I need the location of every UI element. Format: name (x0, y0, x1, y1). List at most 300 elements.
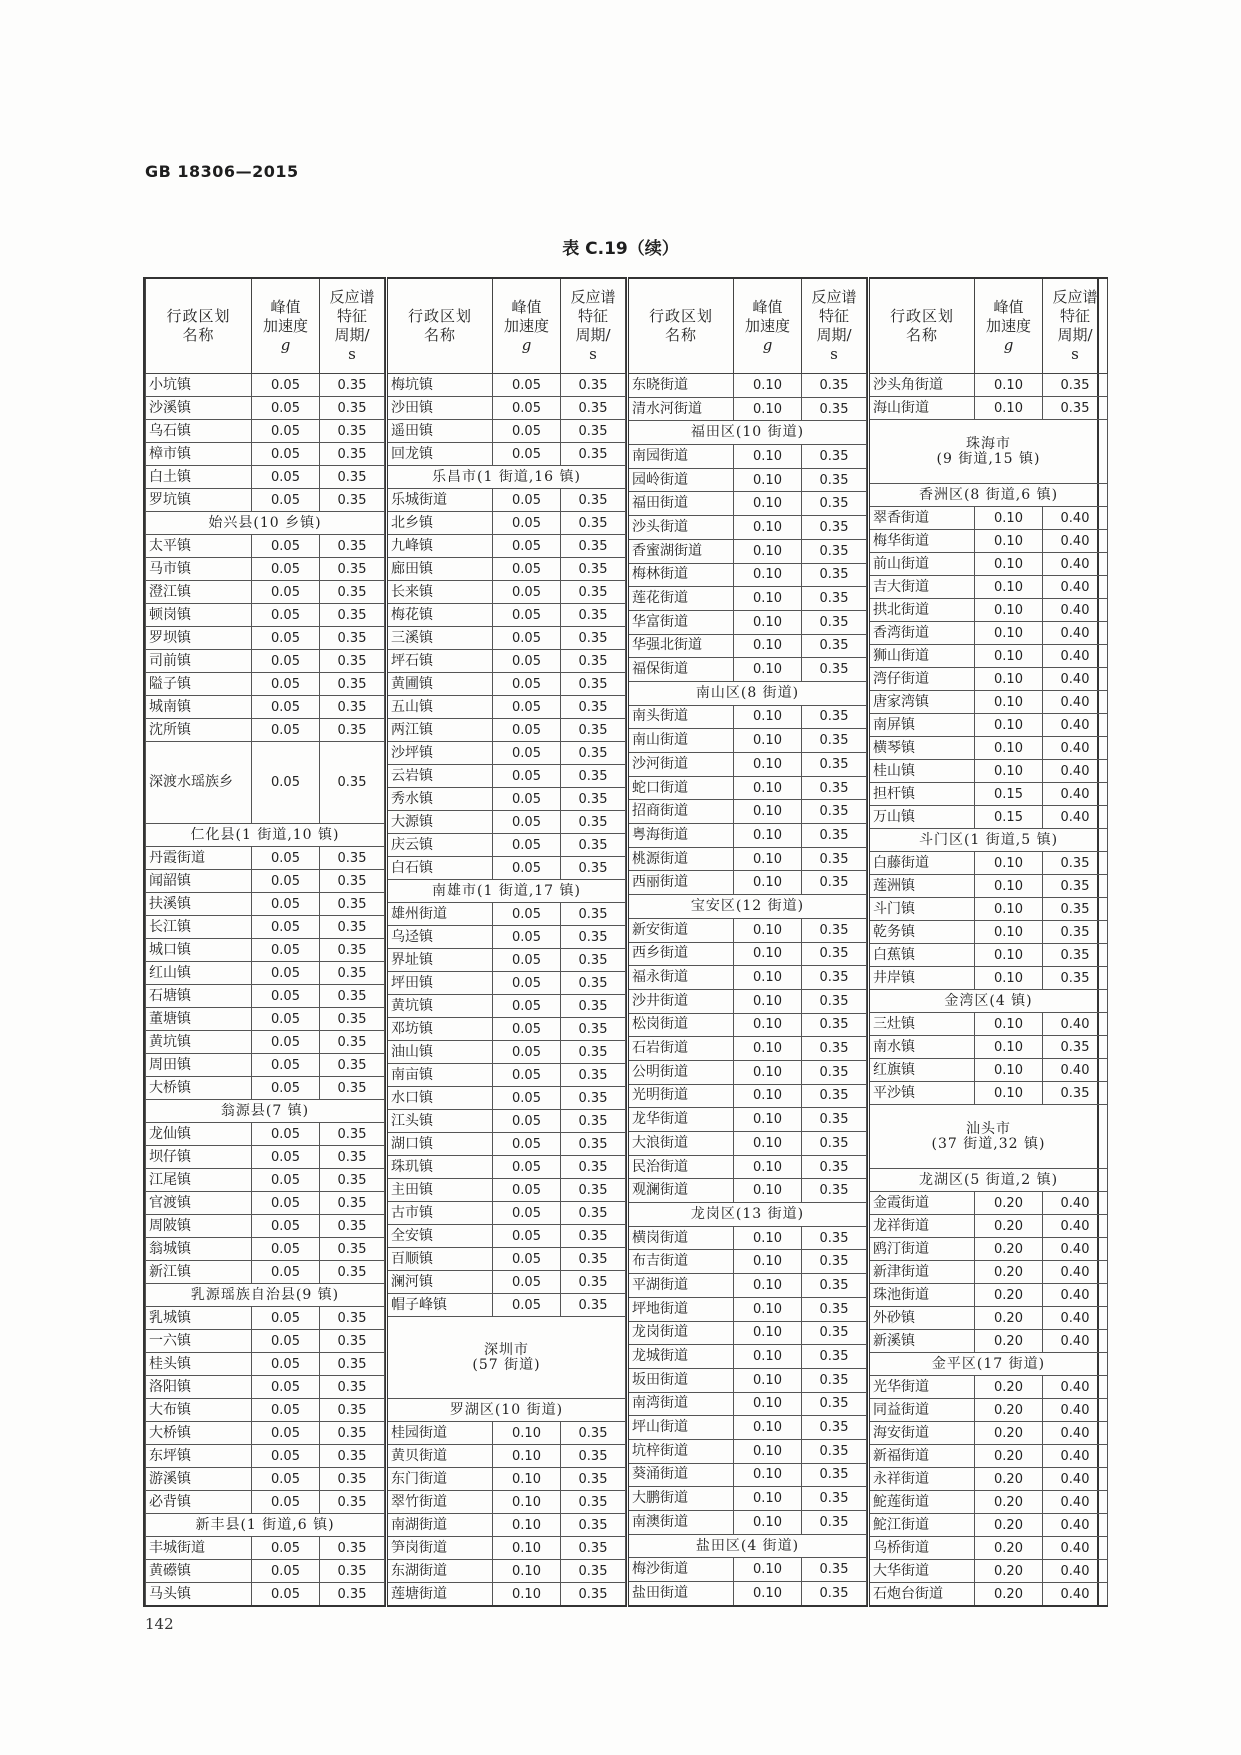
table-row (387, 949, 626, 972)
cell-name: 福永街道 (628, 966, 734, 990)
cell-name: 永祥街道 (869, 1468, 975, 1491)
cell-period: 0.35 (320, 1445, 385, 1468)
table-row (628, 800, 867, 824)
cell-period: 0.35 (320, 1008, 385, 1031)
cell-pga: 0.05 (252, 1330, 320, 1353)
cell-pga: 0.05 (493, 604, 561, 627)
table-row (628, 942, 867, 966)
cell-pga: 0.10 (975, 852, 1043, 875)
cell-period: 0.35 (1043, 875, 1108, 898)
cell-pga: 0.20 (975, 1307, 1043, 1330)
cell-period: 0.35 (561, 1271, 626, 1294)
cell-pga: 0.05 (493, 558, 561, 581)
table-row (146, 939, 385, 962)
table-row (387, 765, 626, 788)
cell-pga: 0.10 (734, 539, 802, 563)
table-row (387, 742, 626, 765)
region-group-row (628, 681, 867, 705)
cell-pga: 0.05 (252, 1583, 320, 1607)
table-row (387, 627, 626, 650)
table-row (146, 1077, 385, 1100)
table-row (146, 1399, 385, 1422)
cell-pga: 0.10 (975, 714, 1043, 737)
table-row (628, 1084, 867, 1108)
cell-pga: 0.10 (734, 1013, 802, 1037)
cell-period: 0.35 (320, 1560, 385, 1583)
cell-period: 0.35 (320, 870, 385, 893)
cell-name: 东湖街道 (387, 1560, 493, 1583)
table-row (628, 492, 867, 516)
table-row (146, 1376, 385, 1399)
table-row (628, 1297, 867, 1321)
cell-period: 0.35 (802, 966, 867, 990)
cell-period: 0.35 (802, 1250, 867, 1274)
cell-period: 0.35 (802, 918, 867, 942)
cell-pga: 0.10 (975, 645, 1043, 668)
cell-pga: 0.10 (734, 1226, 802, 1250)
cell-period: 0.40 (1043, 530, 1108, 553)
region-group-label: 仁化县(1 街道,10 镇) (146, 824, 385, 847)
cell-pga: 0.20 (975, 1422, 1043, 1445)
cell-period: 0.40 (1043, 1307, 1108, 1330)
cell-name: 桂园街道 (387, 1422, 493, 1445)
cell-period: 0.35 (320, 1238, 385, 1261)
cell-name: 东门街道 (387, 1468, 493, 1491)
cell-period: 0.40 (1043, 1537, 1108, 1560)
table-row (869, 760, 1108, 783)
cell-pga: 0.05 (493, 397, 561, 420)
table-row (387, 1583, 626, 1607)
cell-pga: 0.05 (493, 696, 561, 719)
cell-period: 0.40 (1043, 714, 1108, 737)
cell-pga: 0.05 (252, 420, 320, 443)
table-row (387, 1248, 626, 1271)
cell-name: 珠玑镇 (387, 1156, 493, 1179)
cell-name: 梅沙街道 (628, 1558, 734, 1582)
cell-pga: 0.05 (493, 420, 561, 443)
cell-name: 桂山镇 (869, 760, 975, 783)
cell-name: 必背镇 (146, 1491, 252, 1514)
cell-pga: 0.15 (975, 783, 1043, 806)
cell-period: 0.35 (320, 1376, 385, 1399)
table-row (628, 1108, 867, 1132)
cell-period: 0.35 (561, 420, 626, 443)
table-row (869, 1284, 1108, 1307)
cell-name: 龙城街道 (628, 1345, 734, 1369)
header-pga: 峰值 加速度 g (975, 278, 1043, 374)
cell-pga: 0.05 (252, 1537, 320, 1560)
cell-name: 坪田镇 (387, 972, 493, 995)
cell-name: 南澳街道 (628, 1511, 734, 1535)
table-row (387, 604, 626, 627)
cell-period: 0.35 (561, 1110, 626, 1133)
table-row (869, 1399, 1108, 1422)
cell-period: 0.40 (1043, 1059, 1108, 1082)
table-row (628, 1226, 867, 1250)
cell-period: 0.35 (561, 1248, 626, 1271)
cell-name: 莲花街道 (628, 587, 734, 611)
cell-pga: 0.10 (734, 1132, 802, 1156)
cell-pga: 0.10 (975, 507, 1043, 530)
cell-period: 0.35 (320, 1468, 385, 1491)
header-pga: 峰值 加速度 g (493, 278, 561, 374)
cell-pga: 0.05 (252, 1261, 320, 1284)
cell-period: 0.35 (561, 1087, 626, 1110)
table-row (628, 1155, 867, 1179)
cell-period: 0.35 (320, 1353, 385, 1376)
cell-pga: 0.05 (493, 949, 561, 972)
region-group-row (628, 1203, 867, 1227)
table-row (146, 466, 385, 489)
cell-name: 白蕉镇 (869, 944, 975, 967)
cell-period: 0.35 (561, 489, 626, 512)
cell-name: 西丽街道 (628, 871, 734, 895)
cell-name: 澜河镇 (387, 1271, 493, 1294)
table-row (628, 871, 867, 895)
cell-name: 石炮台街道 (869, 1583, 975, 1607)
cell-name: 遥田镇 (387, 420, 493, 443)
table-row (628, 1013, 867, 1037)
table-row (628, 610, 867, 634)
table-row (387, 673, 626, 696)
table-row (387, 1087, 626, 1110)
cell-name: 华富街道 (628, 610, 734, 634)
region-group-row (387, 1399, 626, 1422)
cell-period: 0.40 (1043, 1238, 1108, 1261)
table-column-block (626, 277, 867, 1607)
table-row (146, 893, 385, 916)
table-row (869, 714, 1108, 737)
table-row (869, 622, 1108, 645)
region-group-label: 龙湖区(5 街道,2 镇) (869, 1169, 1108, 1192)
table-row (146, 1560, 385, 1583)
region-group-label: 翁源县(7 镇) (146, 1100, 385, 1123)
cell-period: 0.35 (561, 1514, 626, 1537)
region-group-label: 汕头市 (37 街道,32 镇) (869, 1105, 1108, 1169)
cell-pga: 0.05 (252, 1146, 320, 1169)
table-row (146, 870, 385, 893)
cell-pga: 0.10 (493, 1491, 561, 1514)
table-row (146, 1330, 385, 1353)
cell-pga: 0.10 (734, 1558, 802, 1582)
cell-pga: 0.05 (493, 673, 561, 696)
cell-name: 九峰镇 (387, 535, 493, 558)
cell-name: 一六镇 (146, 1330, 252, 1353)
cell-name: 罗坑镇 (146, 489, 252, 512)
cell-pga: 0.05 (252, 1054, 320, 1077)
table-row (146, 696, 385, 719)
table-row (146, 650, 385, 673)
cell-pga: 0.05 (252, 1238, 320, 1261)
cell-period: 0.35 (802, 516, 867, 540)
table-row (146, 1123, 385, 1146)
cell-pga: 0.10 (975, 1059, 1043, 1082)
cell-name: 平湖街道 (628, 1274, 734, 1298)
cell-period: 0.35 (320, 1261, 385, 1284)
cell-pga: 0.10 (734, 1511, 802, 1535)
cell-name: 桂头镇 (146, 1353, 252, 1376)
cell-name: 周陂镇 (146, 1215, 252, 1238)
table-column-block (385, 277, 626, 1607)
cell-pga: 0.10 (734, 847, 802, 871)
cell-period: 0.35 (561, 811, 626, 834)
cell-pga: 0.05 (252, 1445, 320, 1468)
table-row (869, 1261, 1108, 1284)
cell-name: 乐城街道 (387, 489, 493, 512)
cell-period: 0.35 (802, 610, 867, 634)
region-group-label: 乳源瑶族自治县(9 镇) (146, 1284, 385, 1307)
cell-name: 水口镇 (387, 1087, 493, 1110)
cell-name: 翠竹街道 (387, 1491, 493, 1514)
cell-pga: 0.05 (252, 939, 320, 962)
cell-pga: 0.05 (493, 834, 561, 857)
cell-pga: 0.05 (493, 1271, 561, 1294)
table-row (387, 1041, 626, 1064)
cell-pga: 0.10 (734, 1392, 802, 1416)
cell-period: 0.35 (561, 1422, 626, 1445)
cell-pga: 0.05 (252, 962, 320, 985)
table-row (387, 811, 626, 834)
table-row (628, 1274, 867, 1298)
cell-name: 坪山街道 (628, 1416, 734, 1440)
table-row (387, 558, 626, 581)
cell-pga: 0.05 (493, 788, 561, 811)
cell-period: 0.35 (561, 719, 626, 742)
cell-period: 0.35 (561, 1018, 626, 1041)
table-row (387, 1018, 626, 1041)
cell-pga: 0.10 (493, 1560, 561, 1583)
cell-name: 界址镇 (387, 949, 493, 972)
cell-period: 0.35 (1043, 397, 1108, 420)
cell-period: 0.35 (802, 1297, 867, 1321)
cell-pga: 0.10 (975, 691, 1043, 714)
cell-period: 0.35 (802, 397, 867, 421)
table-row (628, 1463, 867, 1487)
table-row (146, 604, 385, 627)
cell-name: 观澜街道 (628, 1179, 734, 1203)
cell-period: 0.35 (320, 374, 385, 397)
cell-pga: 0.20 (975, 1261, 1043, 1284)
cell-name: 同益街道 (869, 1399, 975, 1422)
table-row (387, 1468, 626, 1491)
table-row (869, 397, 1108, 420)
cell-name: 新溪镇 (869, 1330, 975, 1353)
cell-pga: 0.10 (734, 1368, 802, 1392)
cell-name: 新津街道 (869, 1261, 975, 1284)
cell-name: 井岸镇 (869, 967, 975, 990)
region-group-label: 罗湖区(10 街道) (387, 1399, 626, 1422)
cell-pga: 0.05 (252, 1560, 320, 1583)
table-row (146, 1583, 385, 1607)
cell-name: 闻韶镇 (146, 870, 252, 893)
table-row (869, 737, 1108, 760)
cell-name: 南水镇 (869, 1036, 975, 1059)
cell-pga: 0.05 (493, 1041, 561, 1064)
cell-period: 0.35 (802, 1132, 867, 1156)
cell-period: 0.35 (320, 443, 385, 466)
cell-name: 大鹏街道 (628, 1487, 734, 1511)
cell-name: 深渡水瑶族乡 (146, 742, 252, 824)
table-row (628, 445, 867, 469)
cell-period: 0.35 (320, 847, 385, 870)
cell-name: 沈所镇 (146, 719, 252, 742)
table-row (146, 916, 385, 939)
cell-period: 0.35 (320, 1215, 385, 1238)
cell-name: 新江镇 (146, 1261, 252, 1284)
cell-name: 华强北街道 (628, 634, 734, 658)
cell-pga: 0.10 (734, 989, 802, 1013)
table-row (146, 1215, 385, 1238)
cell-name: 布吉街道 (628, 1250, 734, 1274)
table-row (387, 443, 626, 466)
table-row (387, 719, 626, 742)
cell-pga: 0.10 (975, 1036, 1043, 1059)
cell-period: 0.35 (561, 397, 626, 420)
cell-period: 0.35 (802, 1108, 867, 1132)
cell-pga: 0.05 (252, 1215, 320, 1238)
cell-pga: 0.10 (734, 1037, 802, 1061)
cell-period: 0.35 (802, 1416, 867, 1440)
cell-pga: 0.05 (252, 1077, 320, 1100)
cell-name: 全安镇 (387, 1225, 493, 1248)
region-group-row (146, 1100, 385, 1123)
table-row (146, 847, 385, 870)
cell-period: 0.40 (1043, 1399, 1108, 1422)
table-row (146, 443, 385, 466)
cell-name: 龙仙镇 (146, 1123, 252, 1146)
cell-name: 莲洲镇 (869, 875, 975, 898)
cell-pga: 0.15 (975, 806, 1043, 829)
region-group-row (146, 1514, 385, 1537)
cell-period: 0.35 (1043, 967, 1108, 990)
table-row (628, 374, 867, 398)
cell-name: 吉大街道 (869, 576, 975, 599)
cell-period: 0.35 (320, 558, 385, 581)
cell-period: 0.35 (320, 581, 385, 604)
region-group-label: 深圳市 (57 街道) (387, 1317, 626, 1399)
cell-name: 长来镇 (387, 581, 493, 604)
cell-period: 0.40 (1043, 1330, 1108, 1353)
cell-name: 乌迳镇 (387, 926, 493, 949)
cell-period: 0.35 (320, 397, 385, 420)
cell-name: 红山镇 (146, 962, 252, 985)
cell-pga: 0.05 (493, 535, 561, 558)
header-period: 反应谱 特征 周期/ s (1043, 278, 1108, 374)
cell-name: 福田街道 (628, 492, 734, 516)
cell-pga: 0.05 (493, 1133, 561, 1156)
cell-pga: 0.05 (252, 847, 320, 870)
table-row (387, 696, 626, 719)
region-group-label: 南雄市(1 街道,17 镇) (387, 880, 626, 903)
cell-pga: 0.05 (493, 1179, 561, 1202)
cell-name: 樟市镇 (146, 443, 252, 466)
cell-name: 狮山街道 (869, 645, 975, 668)
cell-pga: 0.10 (734, 966, 802, 990)
cell-period: 0.35 (320, 673, 385, 696)
cell-name: 葵涌街道 (628, 1463, 734, 1487)
cell-pga: 0.05 (493, 512, 561, 535)
table-row (869, 1215, 1108, 1238)
cell-name: 白石镇 (387, 857, 493, 880)
cell-pga: 0.20 (975, 1537, 1043, 1560)
region-group-label: 斗门区(1 街道,5 镇) (869, 829, 1108, 852)
cell-period: 0.35 (561, 604, 626, 627)
cell-period: 0.35 (320, 1031, 385, 1054)
cell-name: 西乡街道 (628, 942, 734, 966)
cell-period: 0.40 (1043, 645, 1108, 668)
table-row (869, 1376, 1108, 1399)
cell-period: 0.35 (561, 650, 626, 673)
region-group-label: 南山区(8 街道) (628, 681, 867, 705)
cell-period: 0.40 (1043, 668, 1108, 691)
cell-period: 0.40 (1043, 599, 1108, 622)
table-row (869, 576, 1108, 599)
table-row (869, 645, 1108, 668)
table-row (387, 903, 626, 926)
cell-name: 南山街道 (628, 729, 734, 753)
cell-period: 0.35 (802, 871, 867, 895)
cell-name: 大桥镇 (146, 1077, 252, 1100)
cell-name: 桃源街道 (628, 847, 734, 871)
cell-pga: 0.10 (975, 530, 1043, 553)
table-row (869, 806, 1108, 829)
cell-name: 油山镇 (387, 1041, 493, 1064)
cell-name: 新安街道 (628, 918, 734, 942)
cell-name: 黄礤镇 (146, 1560, 252, 1583)
cell-name: 斗门镇 (869, 898, 975, 921)
cell-pga: 0.20 (975, 1238, 1043, 1261)
cell-period: 0.40 (1043, 691, 1108, 714)
cell-name: 鮀莲街道 (869, 1491, 975, 1514)
cell-name: 光华街道 (869, 1376, 975, 1399)
cell-period: 0.35 (802, 468, 867, 492)
cell-name: 莲塘街道 (387, 1583, 493, 1607)
cell-pga: 0.10 (975, 967, 1043, 990)
cell-name: 湖口镇 (387, 1133, 493, 1156)
table-row (869, 1013, 1108, 1036)
cell-period: 0.35 (320, 1169, 385, 1192)
cell-pga: 0.20 (975, 1560, 1043, 1583)
table-row (387, 995, 626, 1018)
cell-name: 珠池街道 (869, 1284, 975, 1307)
cell-name: 香蜜湖街道 (628, 539, 734, 563)
cell-period: 0.35 (802, 729, 867, 753)
cell-period: 0.35 (561, 673, 626, 696)
cell-period: 0.35 (802, 374, 867, 398)
table-row (869, 668, 1108, 691)
cell-period: 0.35 (320, 535, 385, 558)
cell-name: 大浪街道 (628, 1132, 734, 1156)
cell-pga: 0.10 (734, 1439, 802, 1463)
cell-pga: 0.05 (252, 673, 320, 696)
cell-period: 0.40 (1043, 760, 1108, 783)
cell-name: 百顺镇 (387, 1248, 493, 1271)
cell-pga: 0.10 (975, 374, 1043, 397)
cell-name: 沙田镇 (387, 397, 493, 420)
table-row (869, 783, 1108, 806)
cell-period: 0.35 (320, 604, 385, 627)
cell-period: 0.40 (1043, 1192, 1108, 1215)
cell-pga: 0.10 (734, 1274, 802, 1298)
cell-name: 东坪镇 (146, 1445, 252, 1468)
table-row (628, 563, 867, 587)
cell-pga: 0.05 (252, 1192, 320, 1215)
cell-pga: 0.20 (975, 1583, 1043, 1607)
cell-pga: 0.10 (493, 1445, 561, 1468)
cell-period: 0.35 (320, 916, 385, 939)
table-row (628, 1511, 867, 1535)
cell-period: 0.35 (1043, 852, 1108, 875)
